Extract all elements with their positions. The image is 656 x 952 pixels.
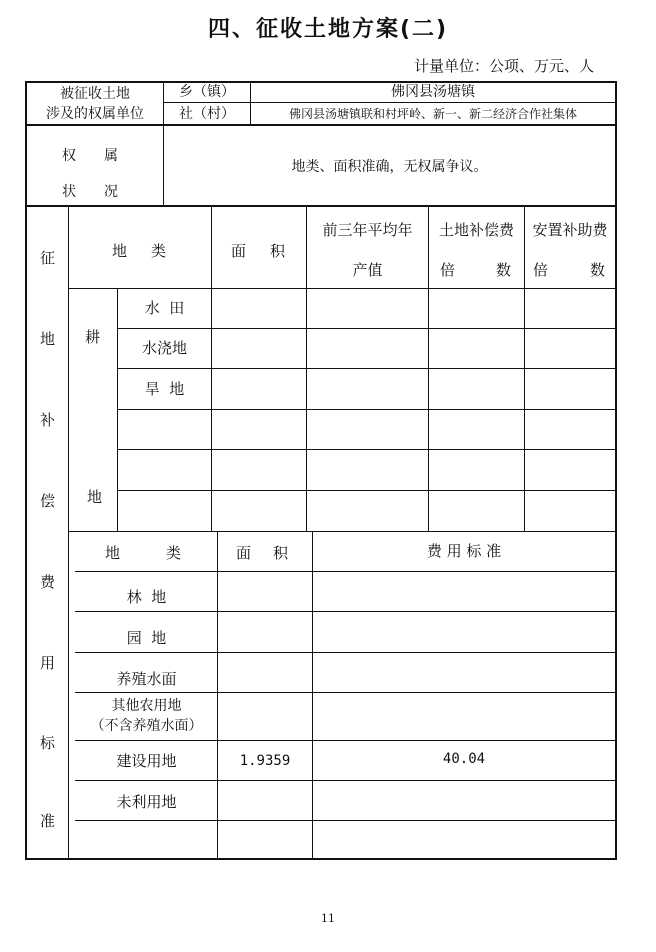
status-label-char: 权 [62, 148, 76, 164]
section-label-char: 标 [39, 734, 55, 752]
table-row-area: 1.9359 [239, 753, 291, 769]
page-number: 11 [321, 912, 335, 925]
table-row-land-type: 水 田 [144, 299, 185, 317]
header-compensation: 倍 [440, 261, 456, 279]
header-avg-output: 产值 [352, 261, 383, 279]
table-row-land-type: （不含养殖水面） [90, 718, 203, 734]
header-resettlement: 倍 [533, 261, 549, 279]
header-land-type: 地 [105, 544, 121, 562]
header-area: 面 [231, 242, 247, 260]
cultivated-group-label: 耕 [85, 328, 101, 346]
township-value: 佛冈县汤塘镇 [391, 84, 475, 100]
table-row-land-type: 林 地 [126, 588, 167, 606]
village-value: 佛冈县汤塘镇联和村坪岭、新一、新二经济合作社集体 [288, 107, 577, 121]
table-row-land-type: 未利用地 [116, 793, 177, 811]
table-row-land-type: 水浇地 [141, 339, 187, 357]
status-label-char: 属 [104, 148, 118, 164]
status-label-char: 状 [62, 184, 76, 200]
ownership-label-line1: 被征收土地 [60, 86, 130, 102]
section-label-char: 偿 [39, 492, 55, 510]
table-row-fee: 40.04 [442, 751, 486, 767]
header-resettlement: 数 [590, 261, 606, 279]
header-compensation: 土地补偿费 [438, 221, 514, 239]
table-row-land-type: 其他农用地 [111, 698, 182, 714]
section-label-char: 征 [39, 249, 55, 267]
section-label-char: 费 [39, 573, 55, 591]
ownership-label-line2: 涉及的权属单位 [46, 106, 144, 122]
page-title: 四、征收土地方案(二) [207, 17, 449, 42]
status-label-char: 况 [104, 184, 118, 200]
header-area: 面 [236, 544, 252, 562]
township-label: 乡（镇） [179, 84, 235, 100]
header-avg-output: 前三年平均年 [322, 221, 413, 239]
status-text: 地类、面积准确，无权属争议。 [291, 159, 488, 175]
unit-label: 计量单位：公项、万元、人 [413, 57, 594, 75]
section-label-char: 地 [39, 330, 55, 348]
table-row-land-type: 园 地 [126, 629, 167, 647]
section-label-char: 准 [39, 812, 55, 830]
section-label-char: 补 [39, 411, 55, 429]
header-area: 积 [270, 242, 286, 260]
header-land-type: 类 [151, 242, 167, 260]
header-area: 积 [273, 544, 289, 562]
village-label: 社（村） [179, 106, 235, 122]
section-label-char: 用 [39, 654, 55, 672]
table-row-land-type: 建设用地 [116, 752, 177, 770]
header-compensation: 数 [496, 261, 512, 279]
table-row-land-type: 养殖水面 [116, 670, 177, 688]
header-resettlement: 安置补助费 [532, 221, 608, 239]
cultivated-group-label: 地 [87, 488, 103, 506]
header-land-type: 类 [166, 544, 182, 562]
table-row-land-type: 旱 地 [144, 380, 185, 398]
header-fee-standard: 费 用 标 准 [426, 542, 502, 560]
header-land-type: 地 [112, 242, 128, 260]
